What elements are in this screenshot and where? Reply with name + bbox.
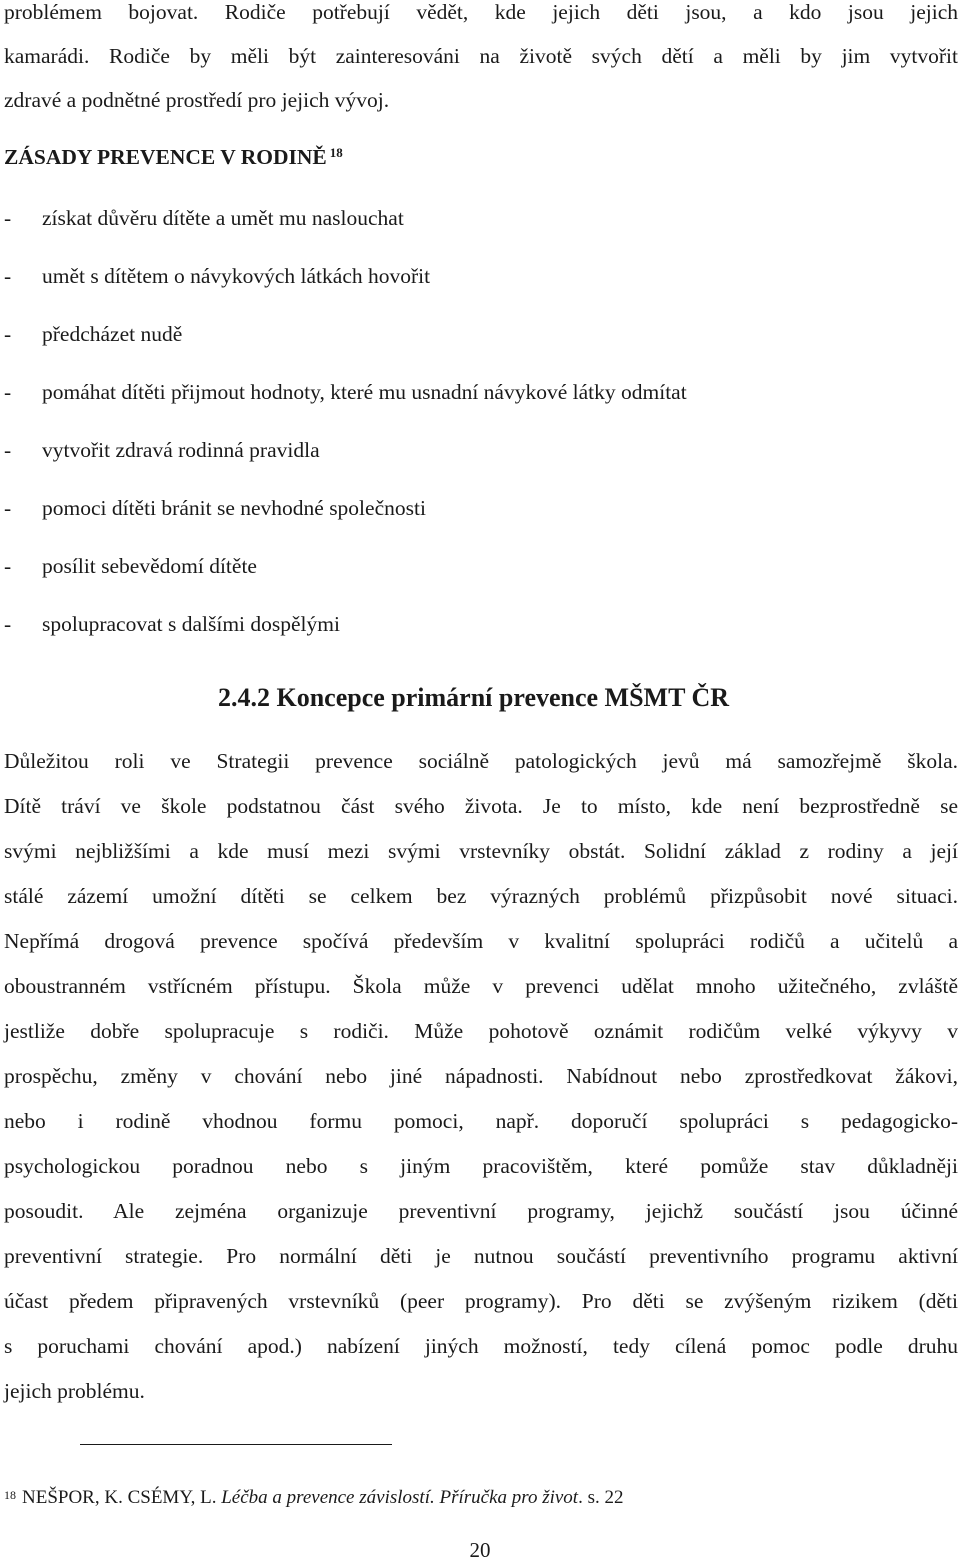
section-heading: 2.4.2 Koncepce primární prevence MŠMT ČR [218,683,730,712]
paragraph-line: oboustranném vstřícném přístupu. Škola může v prevenci udělat mnoho užitečného, zvláště [4,974,958,998]
list-item-text: umět s dítětem o návykových látkách hovořit [42,264,431,288]
page-number: 20 [469,1538,491,1562]
paragraph-line: svými nejbližšími a kde musí mezi svými vrstevníky obstát. Solidní základ z rodiny a její [4,839,958,863]
paragraph-line: stálé zázemí umožní dítěti se celkem bez výrazných problémů přizpůsobit nové situaci. [4,884,958,908]
paragraph-line: preventivní strategie. Pro normální děti je nutnou součástí preventivního programu aktivní [4,1244,958,1268]
list-item [4,611,340,637]
paragraph-line: Dítě tráví ve škole podstatnou část svého života. Je to místo, kde není bezprostředně se [4,794,958,818]
paragraph-line: Důležitou roli ve Strategii prevence sociálně patologických jevů má samozřejmě škola. [4,749,958,773]
dash-marker: - [4,380,12,404]
list-item-text: spolupracovat s dalšími dospělými [42,612,340,636]
dash-marker: - [4,206,12,230]
paragraph-line: nebo i rodině vhodnou formu pomoci, např. doporučí spolupráci s pedagogicko- [4,1109,958,1133]
intro-line: zdravé a podnětné prostředí pro jejich vývoj. [4,88,390,112]
dash-marker: - [4,554,12,578]
list-item [4,263,430,289]
paragraph-line: jejich problému. [4,1379,145,1403]
list-item-text: pomáhat dítěti přijmout hodnoty, které mu usnadní návykové látky odmítat [42,380,687,404]
paragraph-line: s poruchami chování apod.) nabízení jiných možností, tedy cílená pomoc podle druhu [4,1334,958,1358]
paragraph-line: posoudit. Ale zejména organizuje preventivní programy, jejichž součástí jsou účinné [4,1199,958,1223]
dash-marker: - [4,612,12,636]
footnote-page: . s. 22 [578,1487,624,1508]
footnote-number: 18 [4,1488,16,1502]
paragraph-line: účast předem připravených vrstevníků (peer programy). Pro děti se zvýšeným rizikem (děti [4,1289,958,1313]
footnote-divider [80,1444,392,1445]
list-item-text: získat důvěru dítěte a umět mu naslouchat [42,206,404,230]
principles-heading-text: ZÁSADY PREVENCE V RODINĚ [4,145,327,169]
footnote-title: Léčba a prevence závislostí. Příručka pro život [221,1487,579,1508]
list-item [4,437,320,463]
list-item [4,495,426,521]
dash-marker: - [4,496,12,520]
footnote-reference: 18 [329,145,343,160]
list-item-text: pomoci dítěti bránit se nevhodné společnosti [42,496,426,520]
list-item [4,321,182,347]
list-item [4,379,687,405]
paragraph-line: psychologickou poradnou nebo s jiným pracovištěm, které pomůže stav důkladněji [4,1154,958,1178]
list-item [4,205,404,231]
list-item-text: posílit sebevědomí dítěte [42,554,257,578]
dash-marker: - [4,438,12,462]
list-item [4,553,257,579]
list-item-text: předcházet nudě [42,322,183,346]
paragraph-line: prospěchu, změny v chování nebo jiné nápadnosti. Nabídnout nebo zprostředkovat žákovi, [4,1064,958,1088]
list-item-text: vytvořit zdravá rodinná pravidla [42,438,320,462]
dash-marker: - [4,264,12,288]
footnote-authors: NEŠPOR, K. CSÉMY, L. [22,1487,217,1508]
paragraph-line: jestliže dobře spolupracuje s rodiči. Může pohotově oznámit rodičům velké výkyvy v [4,1019,958,1043]
intro-line: problémem bojovat. Rodiče potřebují vědět, kde jejich děti jsou, a kdo jsou jejich [4,0,958,24]
principles-heading [4,144,343,170]
footnote [4,1486,624,1510]
intro-line: kamarádi. Rodiče by měli být zainteresováni na životě svých dětí a měli by jim vytvořit [4,44,958,68]
dash-marker: - [4,322,12,346]
paragraph-line: Nepřímá drogová prevence spočívá především v kvalitní spolupráci rodičů a učitelů a [4,929,958,953]
